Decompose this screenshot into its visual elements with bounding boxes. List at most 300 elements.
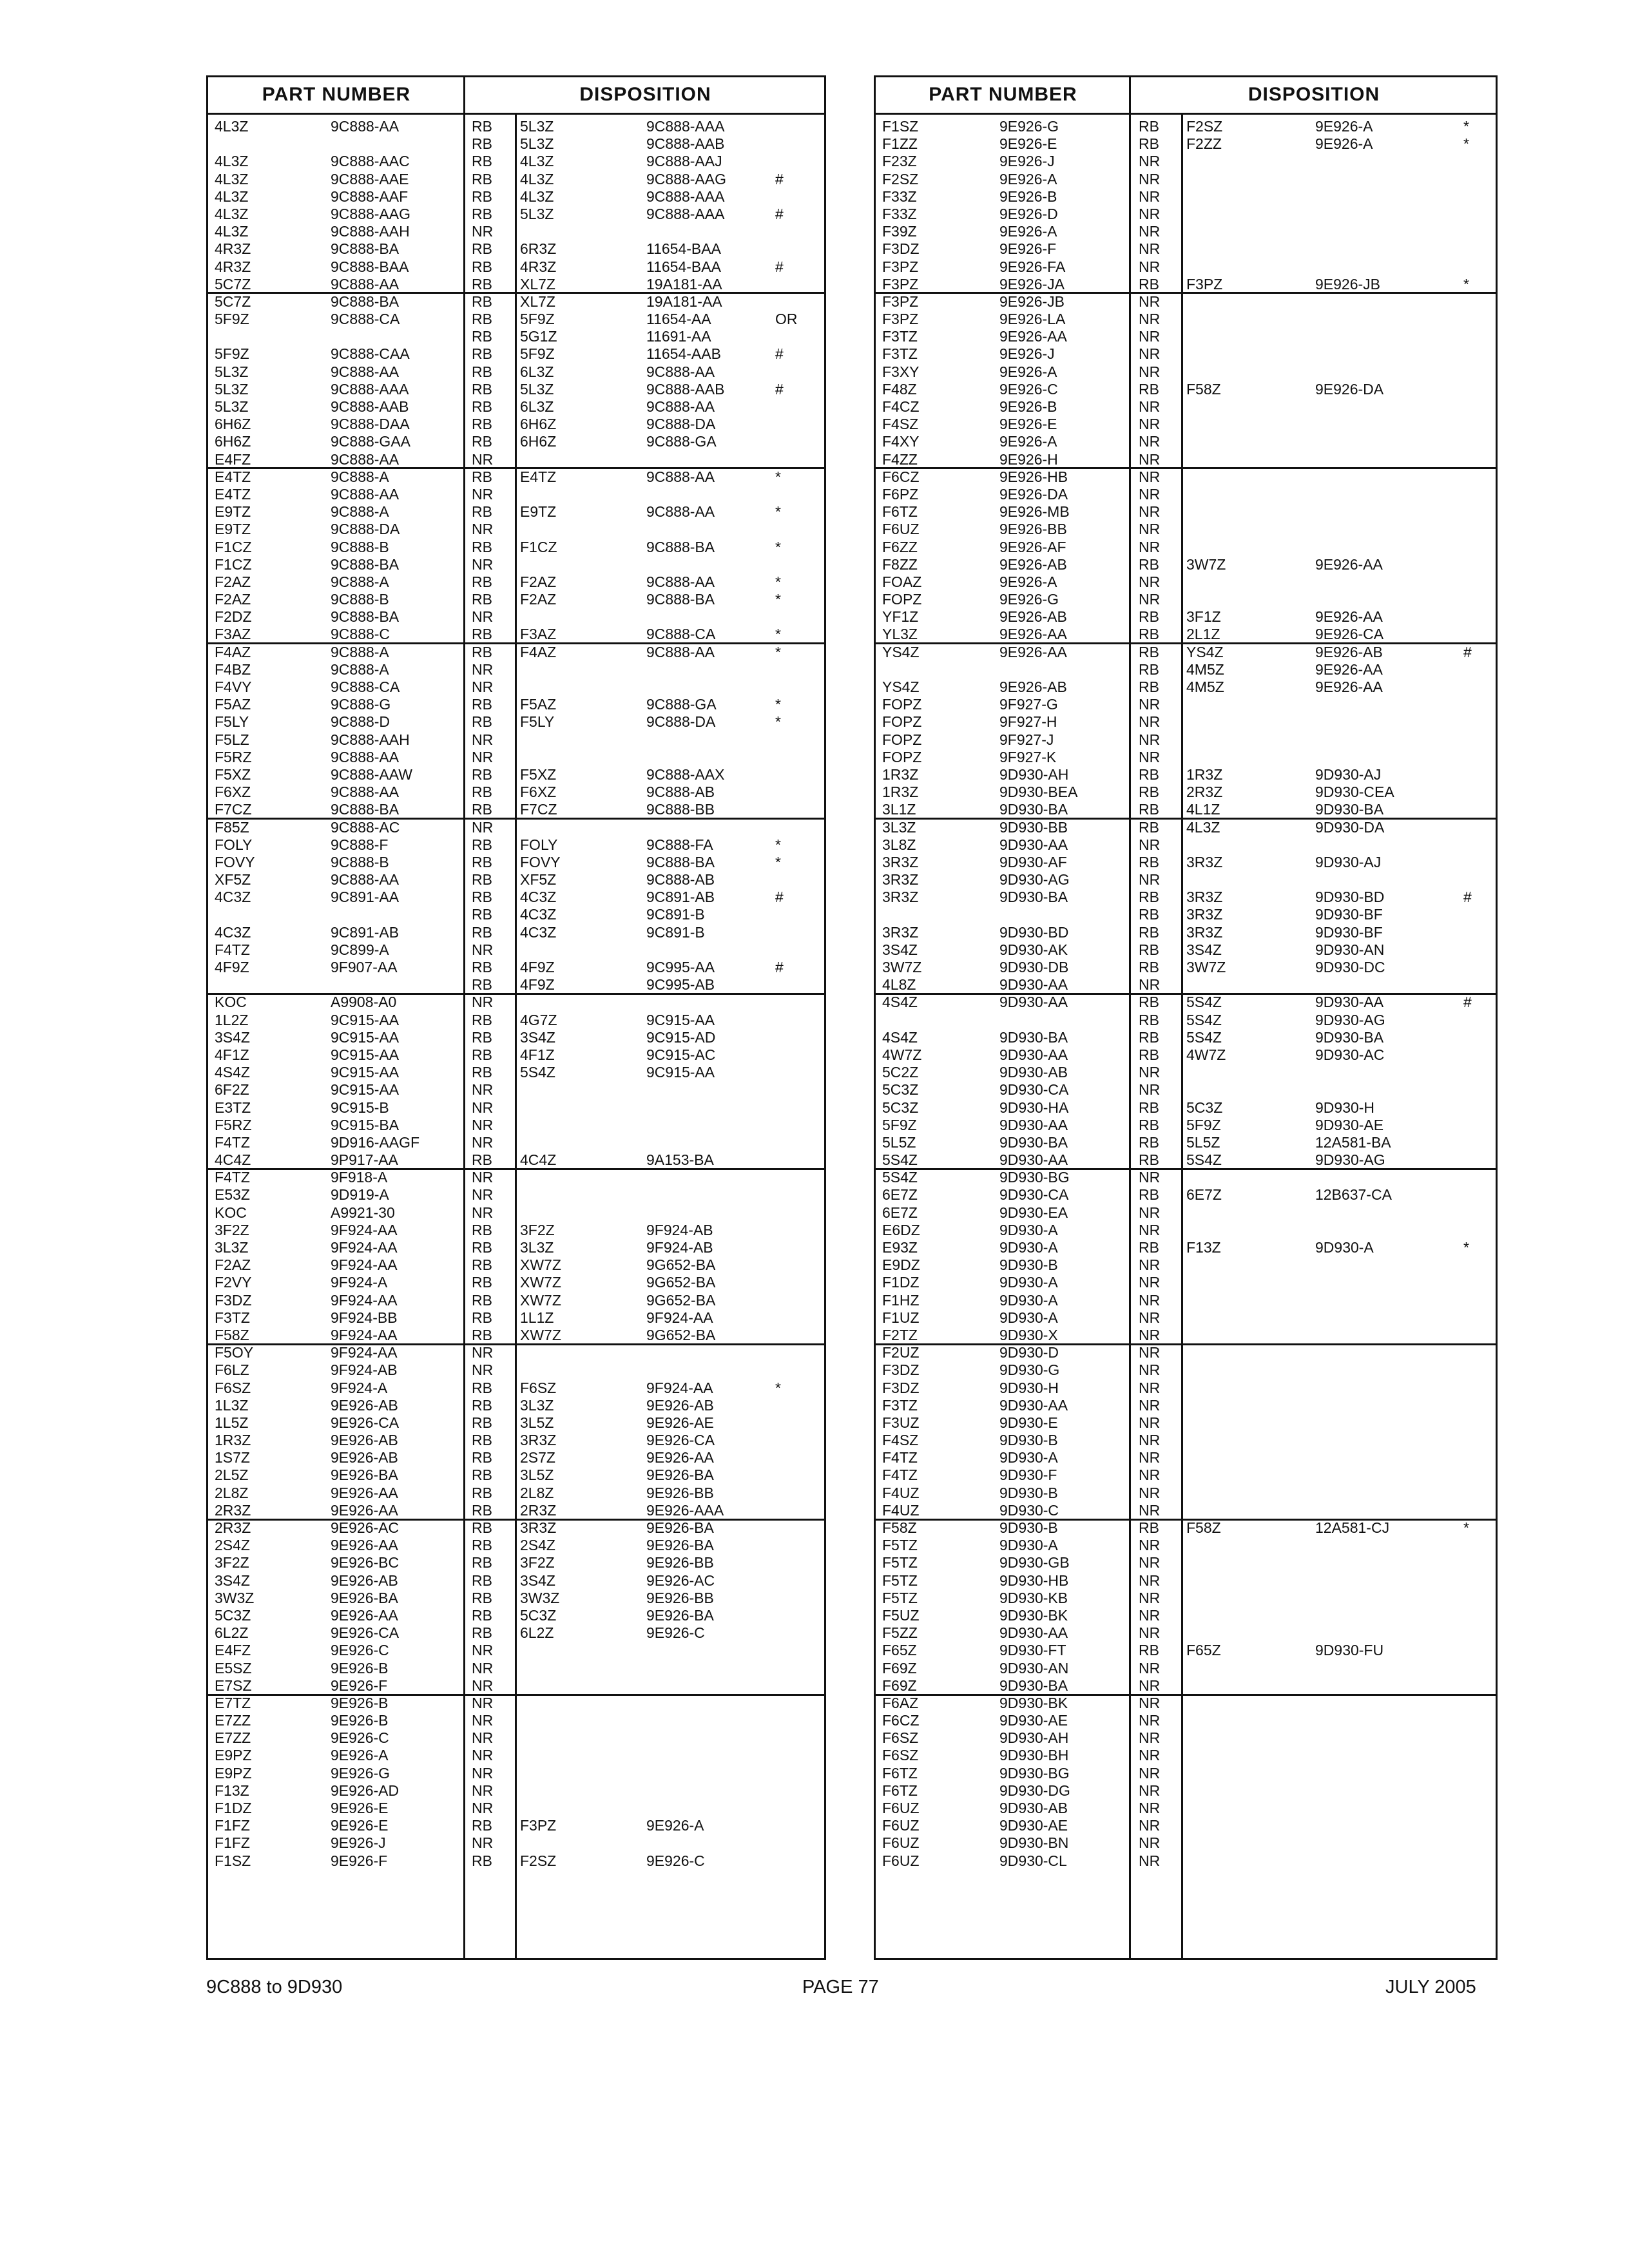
table-row xyxy=(208,608,824,626)
disposition-code: NR xyxy=(472,555,494,573)
note-mark: # xyxy=(775,170,784,187)
disposition-code: RB xyxy=(1139,941,1159,958)
part-base: 9C891-AB xyxy=(331,923,400,941)
table-row xyxy=(876,293,1496,311)
disposition-code: RB xyxy=(1139,1239,1159,1256)
part-base: 9E926-C xyxy=(331,1729,389,1747)
replacement-prefix: 4L3Z xyxy=(1186,818,1220,836)
part-base: 9E926-BB xyxy=(999,521,1067,538)
disposition-code: NR xyxy=(1139,696,1161,713)
disposition-code: NR xyxy=(1139,538,1161,555)
part-prefix: F6PZ xyxy=(882,485,919,503)
part-prefix: E4TZ xyxy=(215,468,251,485)
table-row xyxy=(208,1782,824,1800)
part-base: 9C888-AA xyxy=(331,363,400,380)
disposition-code: NR xyxy=(1139,1501,1161,1519)
part-prefix: KOC xyxy=(215,1204,247,1221)
part-prefix: F3XY xyxy=(882,363,920,380)
group-separator xyxy=(208,1694,824,1696)
part-base: 9C888-BA xyxy=(331,293,400,310)
part-base: 9C915-B xyxy=(331,1099,389,1116)
table-row xyxy=(208,135,824,153)
replacement-base: 9D930-H xyxy=(1315,1099,1375,1116)
part-prefix: F33Z xyxy=(882,187,917,205)
note-mark: # xyxy=(1463,994,1472,1011)
replacement-prefix: 4M5Z xyxy=(1186,678,1224,695)
table-row xyxy=(876,1256,1496,1274)
table-row xyxy=(876,1712,1496,1729)
part-base: 9D930-CL xyxy=(999,1852,1067,1869)
disposition-code: RB xyxy=(472,783,492,801)
table-row xyxy=(208,1186,824,1204)
part-base: 9C888-AA xyxy=(331,783,400,801)
replacement-base: 9D930-FU xyxy=(1315,1642,1384,1659)
replacement-prefix: 4L1Z xyxy=(1186,801,1220,818)
replacement-base: 9E926-DA xyxy=(1315,380,1384,398)
replacement-base: 9G652-BA xyxy=(646,1256,716,1274)
replacement-prefix: F58Z xyxy=(1186,1519,1221,1536)
disposition-code: RB xyxy=(472,1589,492,1606)
disposition-code: RB xyxy=(472,118,492,135)
disposition-code: NR xyxy=(1139,485,1161,503)
part-prefix: F2TZ xyxy=(882,1326,918,1343)
part-prefix: 4F1Z xyxy=(215,1046,249,1063)
disposition-code: RB xyxy=(472,468,492,485)
disposition-code: RB xyxy=(1139,1116,1159,1133)
disposition-code: RB xyxy=(472,1624,492,1642)
part-prefix: 5C3Z xyxy=(882,1081,919,1099)
table-row xyxy=(876,276,1496,293)
part-prefix: 6H6Z xyxy=(215,416,251,433)
disposition-code: RB xyxy=(472,170,492,187)
disposition-code: RB xyxy=(472,380,492,398)
replacement-prefix: 4F1Z xyxy=(520,1046,555,1063)
part-prefix: FOPZ xyxy=(882,591,922,608)
table-row xyxy=(876,398,1496,416)
part-base: 9C888-BA xyxy=(331,801,400,818)
table-row xyxy=(208,801,824,818)
part-prefix: F5RZ xyxy=(215,1116,252,1133)
part-base: 9D930-FT xyxy=(999,1642,1066,1659)
replacement-prefix: XF5Z xyxy=(520,871,557,889)
part-prefix: F3PZ xyxy=(882,275,919,293)
disposition-code: NR xyxy=(1139,1677,1161,1694)
table-row xyxy=(876,1695,1496,1712)
table-row xyxy=(876,1151,1496,1169)
part-base: 9D930-BH xyxy=(999,1747,1069,1764)
disposition-code: RB xyxy=(472,643,492,660)
part-prefix: F3PZ xyxy=(882,293,919,310)
table-row xyxy=(876,1765,1496,1782)
part-prefix: E7SZ xyxy=(215,1677,252,1694)
table-row xyxy=(208,1747,824,1764)
part-prefix: E7ZZ xyxy=(215,1729,251,1747)
disposition-code: NR xyxy=(472,660,494,678)
part-prefix: F6AZ xyxy=(882,1694,919,1711)
part-base: 9E926-BC xyxy=(331,1554,400,1571)
part-prefix: 4S4Z xyxy=(882,1028,918,1046)
replacement-prefix: 5C3Z xyxy=(1186,1099,1223,1116)
part-prefix: F1DZ xyxy=(215,1800,252,1816)
replacement-base: 9C888-BA xyxy=(646,853,715,870)
replacement-prefix: 5L3Z xyxy=(520,380,554,398)
note-mark: * xyxy=(775,468,781,485)
disposition-code: RB xyxy=(472,696,492,713)
part-base: 9D930-BK xyxy=(999,1694,1068,1711)
disposition-code: NR xyxy=(1139,328,1161,345)
replacement-prefix: F65Z xyxy=(1186,1642,1221,1659)
table-row xyxy=(876,1169,1496,1186)
part-base: 9F924-AA xyxy=(331,1291,398,1309)
disposition-code: RB xyxy=(472,1256,492,1274)
part-base: 9D930-AE xyxy=(999,1817,1068,1834)
part-prefix: KOC xyxy=(215,994,247,1011)
table-row xyxy=(208,644,824,661)
replacement-prefix: XW7Z xyxy=(520,1326,561,1343)
replacement-base: 9C888-GA xyxy=(646,433,717,450)
disposition-code: NR xyxy=(1139,1204,1161,1221)
replacement-prefix: 3L3Z xyxy=(520,1396,554,1414)
part-base: 9F927-K xyxy=(999,748,1057,765)
group-separator xyxy=(208,1519,824,1521)
table-row xyxy=(876,871,1496,889)
part-base: 9E926-E xyxy=(331,1817,389,1834)
table-row xyxy=(208,1046,824,1064)
replacement-base: 9C888-AA xyxy=(646,363,715,380)
disposition-code: NR xyxy=(472,1782,494,1799)
part-prefix: F5UZ xyxy=(882,1606,920,1624)
replacement-prefix: 6H6Z xyxy=(520,433,557,450)
disposition-code: RB xyxy=(472,205,492,222)
table-row xyxy=(876,731,1496,749)
replacement-prefix: 2L1Z xyxy=(1186,626,1220,643)
replacement-prefix: F2ZZ xyxy=(1186,135,1222,153)
part-prefix: 4L3Z xyxy=(215,187,249,205)
disposition-code: RB xyxy=(1139,1099,1159,1116)
disposition-code: NR xyxy=(472,678,494,695)
part-prefix: F5TZ xyxy=(882,1571,918,1589)
part-prefix: F3TZ xyxy=(882,328,918,345)
part-base: 9E926-JA xyxy=(999,275,1065,293)
disposition-code: RB xyxy=(472,976,492,994)
replacement-base: 9C888-DA xyxy=(646,416,716,433)
disposition-code: NR xyxy=(1139,1309,1161,1326)
part-prefix: F2AZ xyxy=(215,591,251,608)
part-base: 9D930-AA xyxy=(999,1116,1068,1133)
replacement-base: 9D930-DA xyxy=(1315,818,1385,836)
replacement-prefix: 2R3Z xyxy=(1186,783,1223,801)
table-row xyxy=(208,1169,824,1186)
table-row xyxy=(208,171,824,188)
table-row xyxy=(876,959,1496,976)
disposition-code: NR xyxy=(1139,1326,1161,1343)
part-prefix: F6TZ xyxy=(882,1764,918,1782)
table-row xyxy=(208,783,824,801)
replacement-base: 9C888-AAA xyxy=(646,118,725,135)
replacement-prefix: 4F9Z xyxy=(520,959,555,975)
part-base: 9C888-BA xyxy=(331,555,400,573)
disposition-code: NR xyxy=(472,1677,494,1694)
table-row xyxy=(876,1466,1496,1484)
disposition-code: RB xyxy=(1139,643,1159,660)
part-base: 9F924-AA xyxy=(331,1344,398,1361)
part-prefix: YS4Z xyxy=(882,643,920,660)
table-row xyxy=(208,556,824,573)
part-base: 9E926-AB xyxy=(331,1571,398,1589)
part-prefix: 4C3Z xyxy=(215,889,251,906)
part-base: 9E926-B xyxy=(331,1694,389,1711)
table-row xyxy=(208,486,824,503)
part-base: 9E926-F xyxy=(331,1677,388,1694)
part-prefix: F1ZZ xyxy=(882,135,918,153)
disposition-code: NR xyxy=(1139,1800,1161,1816)
replacement-prefix: 4M5Z xyxy=(1186,660,1224,678)
disposition-code: RB xyxy=(472,275,492,293)
part-prefix: FOPZ xyxy=(882,713,922,731)
disposition-code: NR xyxy=(472,818,494,836)
replacement-prefix: F6SZ xyxy=(520,1379,557,1396)
part-base: 9E926-B xyxy=(331,1659,389,1677)
table-row xyxy=(208,1012,824,1029)
part-prefix: F6UZ xyxy=(882,1834,920,1852)
replacement-base: 9D930-BD xyxy=(1315,889,1385,906)
table-row xyxy=(208,1852,824,1870)
part-prefix: 4C3Z xyxy=(215,923,251,941)
part-prefix: 5C7Z xyxy=(215,275,251,293)
part-base: 9D930-HB xyxy=(999,1571,1069,1589)
part-base: 9D930-A xyxy=(999,1274,1058,1291)
part-prefix: 3R3Z xyxy=(882,923,919,941)
part-prefix: 5C2Z xyxy=(882,1064,919,1081)
part-prefix: F6SZ xyxy=(882,1747,919,1764)
disposition-code: RB xyxy=(472,1537,492,1554)
table-row xyxy=(876,539,1496,556)
table-row xyxy=(876,591,1496,608)
replacement-base: 9E926-JB xyxy=(1315,275,1381,293)
table-row xyxy=(208,1449,824,1466)
replacement-base: 9C888-GA xyxy=(646,696,717,713)
replacement-prefix: 3S4Z xyxy=(520,1028,555,1046)
disposition-code: NR xyxy=(1139,170,1161,187)
replacement-prefix: F4AZ xyxy=(520,643,557,660)
part-base: 9D930-AH xyxy=(999,1729,1069,1747)
disposition-code: NR xyxy=(1139,1764,1161,1782)
replacement-base: 9E926-AA xyxy=(1315,660,1383,678)
part-base: 9C888-B xyxy=(331,538,389,555)
part-prefix: F4UZ xyxy=(882,1501,920,1519)
part-base: 9D930-F xyxy=(999,1466,1057,1484)
part-base: 9E926-D xyxy=(999,205,1058,222)
disposition-code: NR xyxy=(472,1116,494,1133)
disposition-code: NR xyxy=(472,941,494,958)
disposition-code: RB xyxy=(472,1571,492,1589)
replacement-prefix: FOLY xyxy=(520,836,558,853)
disposition-code: RB xyxy=(1139,1642,1159,1659)
replacement-prefix: 4L3Z xyxy=(520,187,554,205)
note-mark: * xyxy=(775,836,781,853)
table-row xyxy=(876,171,1496,188)
table-row xyxy=(876,1590,1496,1607)
table-row xyxy=(208,1590,824,1607)
replacement-base: 11654-AAB xyxy=(646,345,721,363)
part-prefix: F5XZ xyxy=(215,765,251,783)
replacement-base: 9C888-AA xyxy=(646,643,715,660)
part-base: 9E926-HB xyxy=(999,468,1068,485)
part-prefix: F4CZ xyxy=(882,398,920,415)
group-separator xyxy=(876,1343,1496,1345)
footer-date: JULY 2005 xyxy=(1385,1977,1476,1997)
part-prefix: F5LY xyxy=(215,713,249,731)
disposition-code: NR xyxy=(1139,591,1161,608)
part-prefix: 1L2Z xyxy=(215,1011,249,1028)
part-prefix: F6UZ xyxy=(882,521,920,538)
table-row xyxy=(876,1046,1496,1064)
replacement-prefix: 3R3Z xyxy=(1186,853,1223,870)
part-base: 9D930-DB xyxy=(999,959,1069,975)
part-prefix: F7CZ xyxy=(215,801,252,818)
disposition-code: NR xyxy=(1139,713,1161,731)
table-row xyxy=(876,1817,1496,1834)
table-row xyxy=(208,994,824,1011)
part-prefix: F4TZ xyxy=(215,1133,250,1151)
table-row xyxy=(208,223,824,240)
table-row xyxy=(876,1782,1496,1800)
table-row xyxy=(876,1852,1496,1870)
note-mark: * xyxy=(775,538,781,555)
replacement-prefix: 6R3Z xyxy=(520,240,557,258)
replacement-base: 9E926-BB xyxy=(646,1484,714,1501)
replacement-prefix: 5C3Z xyxy=(520,1606,557,1624)
disposition-code: RB xyxy=(1139,889,1159,906)
part-base: 9D930-AA xyxy=(999,1151,1068,1169)
replacement-base: 9E926-AC xyxy=(646,1571,715,1589)
table-row xyxy=(876,1537,1496,1554)
table-row xyxy=(208,1204,824,1222)
disposition-code: RB xyxy=(472,1396,492,1414)
part-base: 9C888-F xyxy=(331,836,389,853)
part-prefix: F3TZ xyxy=(882,345,918,363)
table-row xyxy=(876,468,1496,486)
disposition-code: RB xyxy=(1139,923,1159,941)
disposition-code: NR xyxy=(1139,1624,1161,1642)
part-prefix: 4R3Z xyxy=(215,240,251,258)
replacement-prefix: 4C3Z xyxy=(520,923,557,941)
replacement-base: 9E926-BB xyxy=(646,1589,714,1606)
part-prefix: E5SZ xyxy=(215,1659,252,1677)
disposition-code: NR xyxy=(1139,1064,1161,1081)
table-row xyxy=(208,924,824,941)
disposition-code: RB xyxy=(1139,801,1159,818)
disposition-code: RB xyxy=(472,433,492,450)
part-prefix: F6SZ xyxy=(882,1729,919,1747)
table-row xyxy=(876,311,1496,328)
note-mark: # xyxy=(1463,889,1472,906)
note-mark: * xyxy=(1463,1239,1469,1256)
replacement-prefix: F58Z xyxy=(1186,380,1221,398)
replacement-base: 9E926-AA xyxy=(1315,678,1383,695)
table-row xyxy=(876,240,1496,258)
replacement-base: 9C891-B xyxy=(646,906,705,923)
part-base: 9D930-AA xyxy=(999,976,1068,994)
part-prefix: E9DZ xyxy=(882,1256,920,1274)
table-row xyxy=(208,766,824,783)
replacement-prefix: 6H6Z xyxy=(520,416,557,433)
part-prefix: 6L2Z xyxy=(215,1624,249,1642)
disposition-code: RB xyxy=(472,1046,492,1063)
disposition-code: RB xyxy=(472,1432,492,1449)
part-base: 9D930-BA xyxy=(999,889,1068,906)
disposition-code: RB xyxy=(1139,380,1159,398)
part-prefix: 4C4Z xyxy=(215,1151,251,1169)
part-prefix: F1SZ xyxy=(882,118,919,135)
table-row xyxy=(208,871,824,889)
replacement-base: 9D930-CEA xyxy=(1315,783,1394,801)
table-row xyxy=(876,1834,1496,1852)
part-prefix: 6F2Z xyxy=(215,1081,249,1099)
part-prefix: F58Z xyxy=(215,1326,249,1343)
part-base: 9E926-DA xyxy=(999,485,1068,503)
part-base: 9C888-AAB xyxy=(331,398,409,415)
table-row xyxy=(876,1607,1496,1624)
part-base: 9E926-AA xyxy=(331,1606,398,1624)
disposition-code: NR xyxy=(1139,1606,1161,1624)
table-row xyxy=(208,713,824,731)
replacement-prefix: 3F2Z xyxy=(520,1554,555,1571)
part-base: 9F924-AA xyxy=(331,1326,398,1343)
part-prefix: F13Z xyxy=(215,1782,249,1799)
part-base: 9E926-JB xyxy=(999,293,1065,310)
part-base: 9D930-BA xyxy=(999,1028,1068,1046)
part-prefix: FOPZ xyxy=(882,731,922,748)
table-row xyxy=(876,994,1496,1011)
replacement-base: 9C888-AA xyxy=(646,398,715,415)
disposition-code: RB xyxy=(1139,678,1159,695)
disposition-code: NR xyxy=(472,521,494,538)
part-base: 9C891-AA xyxy=(331,889,400,906)
part-prefix: E9TZ xyxy=(215,521,251,538)
disposition-code: RB xyxy=(472,1379,492,1396)
part-prefix: F48Z xyxy=(882,380,917,398)
part-base: 9C888-C xyxy=(331,626,390,643)
part-base: 9D930-A xyxy=(999,1221,1058,1238)
disposition-code: NR xyxy=(472,731,494,748)
part-prefix: 3F2Z xyxy=(215,1554,249,1571)
replacement-prefix: F3PZ xyxy=(520,1817,557,1834)
disposition-code: RB xyxy=(1139,1186,1159,1204)
table-row xyxy=(208,363,824,381)
part-prefix: F4BZ xyxy=(215,660,251,678)
table-row xyxy=(208,416,824,433)
replacement-prefix: 5S4Z xyxy=(1186,1011,1222,1028)
part-base: 9E926-F xyxy=(331,1852,388,1869)
disposition-code: RB xyxy=(472,398,492,415)
part-base: 9D930-B xyxy=(999,1432,1058,1449)
replacement-base: 9C888-AAA xyxy=(646,205,725,222)
part-base: 9E926-AD xyxy=(331,1782,400,1799)
replacement-prefix: F7CZ xyxy=(520,801,557,818)
replacement-prefix: 4G7Z xyxy=(520,1011,557,1028)
part-base: 9C915-AA xyxy=(331,1081,400,1099)
replacement-prefix: 4L3Z xyxy=(520,153,554,170)
replacement-prefix: 6L3Z xyxy=(520,363,554,380)
disposition-code: RB xyxy=(472,1274,492,1291)
table-row xyxy=(208,381,824,398)
table-row xyxy=(208,1029,824,1046)
table-row xyxy=(876,1099,1496,1117)
replacement-prefix: 4C3Z xyxy=(520,889,557,906)
disposition-code: NR xyxy=(1139,398,1161,415)
replacement-prefix: XW7Z xyxy=(520,1274,561,1291)
